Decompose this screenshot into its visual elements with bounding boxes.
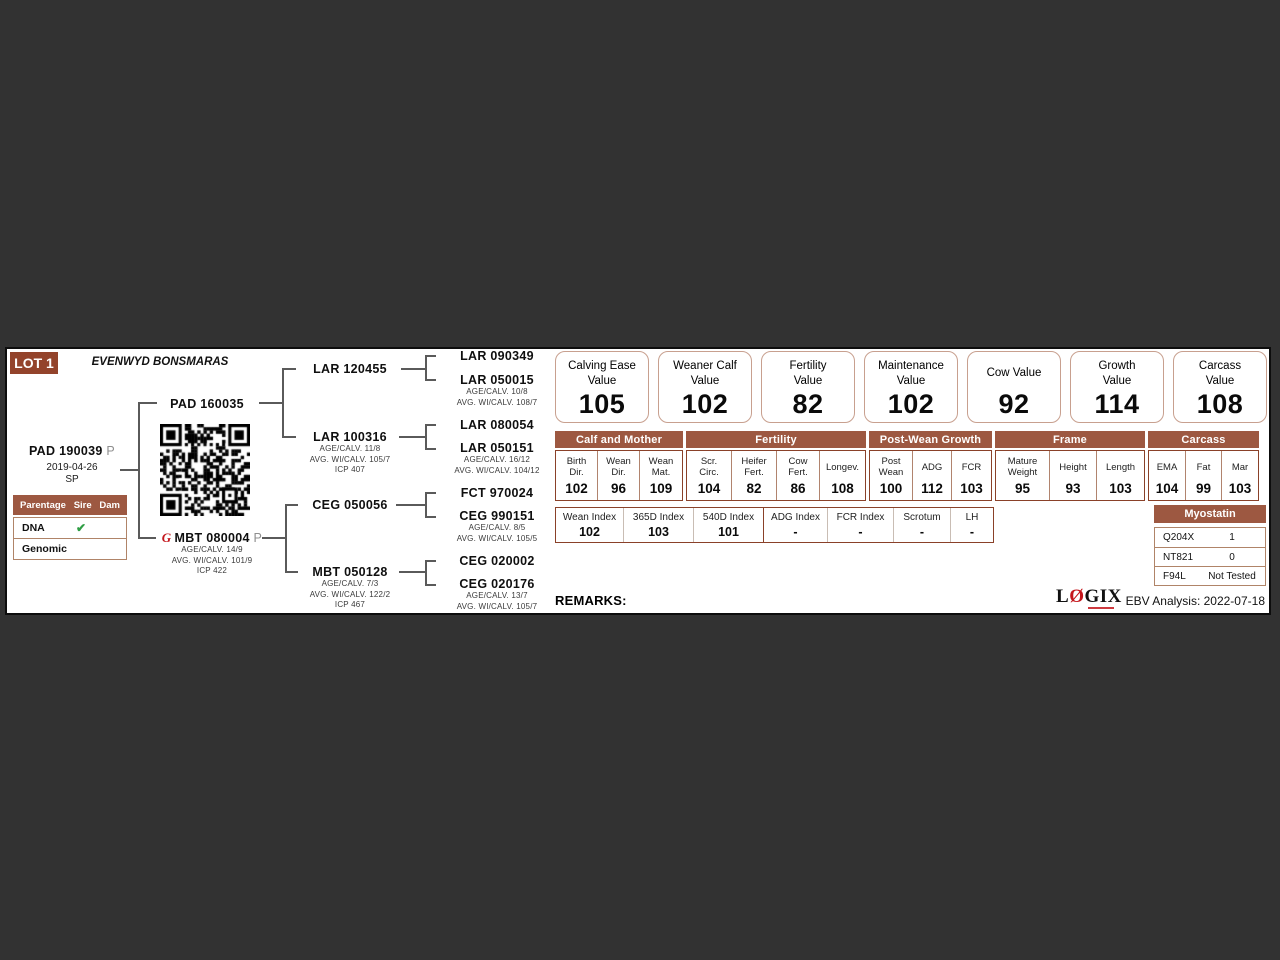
index-value: 102 bbox=[579, 524, 600, 539]
ebv-group-header: Calf and Mother bbox=[555, 431, 683, 448]
pedigree-animal-id: FCT 970024 bbox=[460, 486, 534, 500]
ebv-column-label-line: Longev. bbox=[825, 461, 860, 473]
ebv-value: 99 bbox=[1195, 481, 1212, 496]
ebv-column-label-line: EMA bbox=[1156, 461, 1178, 473]
animal-status: SP bbox=[65, 474, 79, 485]
pedigree-gen3-node bbox=[294, 430, 406, 476]
ebv-column-label bbox=[733, 453, 775, 481]
value-box-carcass bbox=[1173, 351, 1267, 423]
pedigree-animal-id: CEG 990151 bbox=[459, 509, 535, 523]
pedigree-stat: AVG. WI/CALV. 108/7 bbox=[456, 397, 538, 407]
ebv-column-label-line: Birth bbox=[566, 456, 587, 467]
ebv-column-label-line: Height bbox=[1059, 461, 1087, 473]
pedigree-connector-line bbox=[425, 561, 427, 586]
value-box-label-line: Cow Value bbox=[986, 367, 1042, 379]
parentage-header bbox=[13, 495, 127, 515]
ebv-group-cells bbox=[1148, 450, 1259, 501]
ebv-cell bbox=[598, 451, 640, 500]
pedigree-gen4-node bbox=[439, 418, 555, 432]
pedigree-connector-line bbox=[425, 492, 436, 494]
value-box-label-line: Value bbox=[690, 374, 720, 387]
ebv-column-label bbox=[871, 453, 911, 481]
index-cell bbox=[556, 508, 624, 542]
remarks-label: REMARKS: bbox=[555, 593, 627, 608]
value-box-label bbox=[673, 358, 737, 389]
index-label: 365D Index bbox=[632, 511, 685, 523]
parentage-row-dna bbox=[14, 518, 126, 538]
ebv-value: 103 bbox=[960, 481, 983, 496]
pedigree-stat: AGE/CALV. 7/3 bbox=[321, 579, 379, 588]
pedigree-stat: AGE/CALV. 13/7 bbox=[466, 591, 528, 600]
value-box-label bbox=[878, 358, 944, 389]
index-cell bbox=[894, 508, 951, 542]
parentage-row-label: Genomic bbox=[22, 543, 67, 555]
ebv-value: 96 bbox=[610, 481, 627, 496]
value-box-label-line: Value bbox=[793, 374, 823, 387]
value-box-maintenance bbox=[864, 351, 958, 423]
value-box-label bbox=[568, 358, 636, 389]
myostatin-gene: NT821 bbox=[1163, 551, 1194, 563]
value-box-weaner-calf bbox=[658, 351, 752, 423]
ebv-column-label-line: Fat bbox=[1196, 461, 1211, 473]
value-box-value: 108 bbox=[1196, 389, 1244, 419]
ebv-column-label-line: Post bbox=[881, 456, 901, 467]
index-cell bbox=[624, 508, 694, 542]
pedigree-dam-id-line bbox=[149, 531, 275, 545]
value-box-label-line: Fertility bbox=[789, 359, 827, 372]
index-cell bbox=[764, 508, 828, 542]
index-label: Wean Index bbox=[562, 511, 617, 523]
ebv-group-header: Fertility bbox=[686, 431, 866, 448]
ebv-column-label bbox=[821, 453, 864, 481]
index-value: - bbox=[919, 524, 925, 539]
pedigree-connector-line bbox=[138, 402, 157, 404]
pedigree-animal-id: CEG 020176 bbox=[459, 577, 535, 591]
index-cell bbox=[828, 508, 894, 542]
index-value: 103 bbox=[648, 524, 669, 539]
ebv-column-label-line: ADG bbox=[921, 461, 943, 473]
ebv-column-label-line: Wean bbox=[606, 456, 631, 467]
value-box-value: 105 bbox=[578, 389, 626, 419]
myostatin-gene: Q204X bbox=[1163, 532, 1195, 543]
value-box-label-line: Weaner Calf bbox=[673, 359, 737, 372]
ebv-analysis-date: EBV Analysis: 2022-07-18 bbox=[1125, 594, 1265, 608]
index-cell bbox=[694, 508, 764, 542]
index-value: - bbox=[793, 524, 798, 539]
pedigree-gen4-node bbox=[439, 441, 555, 476]
pedigree-gen4-node bbox=[439, 373, 555, 408]
pedigree-connector-line bbox=[285, 504, 298, 506]
index-label: ADG Index bbox=[771, 511, 820, 523]
pedigree-connector-line bbox=[425, 379, 436, 381]
value-box-label-line: Maintenance bbox=[878, 359, 944, 372]
myostatin-gene: F94L bbox=[1163, 570, 1186, 582]
ebv-value: 104 bbox=[697, 481, 721, 496]
pedigree-stat: AVG. WI/CALV. 122/2 bbox=[309, 589, 391, 599]
ebv-column-label-line: Cow bbox=[788, 456, 808, 467]
ebv-column-label bbox=[557, 453, 596, 481]
pedigree-stat: AVG. WI/CALV. 105/5 bbox=[456, 533, 538, 543]
ebv-column-label bbox=[599, 453, 638, 481]
animal-birthdate: 2019-04-26 bbox=[46, 462, 98, 473]
pedigree-stat: AVG. WI/CALV. 105/7 bbox=[456, 601, 538, 611]
parentage-header-col: Dam bbox=[99, 499, 120, 511]
index-value: - bbox=[858, 524, 863, 539]
ebv-column-label bbox=[688, 453, 730, 481]
ebv-group bbox=[995, 431, 1145, 501]
pedigree-animal-id: CEG 050056 bbox=[312, 498, 388, 512]
value-box-calving-ease bbox=[555, 351, 649, 423]
ebv-column-label bbox=[914, 453, 950, 481]
pedigree-connector-line bbox=[259, 402, 282, 404]
ebv-cell bbox=[1186, 451, 1222, 500]
pedigree-stat: AVG. WI/CALV. 105/7 bbox=[309, 454, 391, 464]
pedigree-connector-line bbox=[262, 537, 285, 539]
ebv-column-label-line: Circ. bbox=[699, 467, 719, 478]
pedigree-animal-id: LAR 050015 bbox=[460, 373, 534, 387]
ebv-cell bbox=[777, 451, 820, 500]
pedigree-animal-id: MBT 050128 bbox=[312, 565, 388, 579]
pedigree-gen4-node bbox=[439, 554, 555, 568]
value-box-label-line: Value bbox=[1102, 374, 1132, 387]
pedigree-connector-line bbox=[282, 436, 296, 438]
pedigree-connector-line bbox=[285, 571, 298, 573]
myostatin-row bbox=[1155, 547, 1265, 566]
ebv-group bbox=[555, 431, 683, 501]
pedigree-connector-line bbox=[399, 571, 425, 573]
pedigree-animal-id: CEG 020002 bbox=[459, 554, 535, 568]
pedigree-gen4-node bbox=[439, 509, 555, 544]
value-box-value: 114 bbox=[1094, 389, 1140, 419]
parentage-table bbox=[13, 495, 127, 560]
pedigree-stat: AGE/CALV. 11/8 bbox=[319, 444, 381, 453]
pedigree-stat: ICP 422 bbox=[196, 566, 228, 575]
ebv-cell bbox=[1149, 451, 1186, 500]
ebv-cell bbox=[687, 451, 732, 500]
catalog-card bbox=[5, 347, 1271, 615]
ebv-column-label-line: Fert. bbox=[744, 467, 764, 478]
ebv-column-label bbox=[1051, 453, 1095, 481]
ebv-column-label-line: Mat. bbox=[651, 467, 671, 478]
ebv-column-label-line: Dir. bbox=[611, 467, 626, 478]
pedigree-connector-line bbox=[425, 493, 427, 518]
ebv-group-header: Carcass bbox=[1148, 431, 1259, 448]
ebv-value: 86 bbox=[790, 481, 806, 496]
parentage-header-col: Sire bbox=[73, 499, 92, 511]
ebv-group-header: Post-Wean Growth bbox=[869, 431, 992, 448]
pedigree-animal-id: LAR 100316 bbox=[313, 430, 387, 444]
logix-logo-letters: GIX bbox=[1084, 586, 1122, 607]
parentage-row-genomic bbox=[14, 538, 126, 559]
value-box-label-line: Value bbox=[587, 374, 617, 387]
ebv-cell bbox=[556, 451, 598, 500]
pedigree-animal-id: LAR 090349 bbox=[460, 349, 534, 363]
ebv-column-label-line: Scr. bbox=[700, 456, 718, 467]
pedigree-stat: AVG. WI/CALV. 101/9 bbox=[171, 555, 253, 565]
ebv-value: 104 bbox=[1155, 481, 1179, 496]
genomic-brand-icon: G bbox=[161, 530, 172, 545]
logix-logo-subtext bbox=[1088, 607, 1114, 609]
index-label: LH bbox=[965, 511, 979, 523]
check-icon: ✔ bbox=[76, 521, 87, 535]
ebv-column-label-line: Dir. bbox=[569, 467, 584, 478]
logix-logo bbox=[1056, 587, 1122, 609]
myostatin-row bbox=[1155, 528, 1265, 547]
animal-suffix: P bbox=[106, 444, 116, 458]
ebv-column-label-line: Length bbox=[1105, 461, 1136, 473]
pedigree-connector-line bbox=[399, 436, 425, 438]
ebv-cell bbox=[640, 451, 682, 500]
value-box-label bbox=[789, 358, 826, 389]
pedigree-connector-line bbox=[425, 516, 436, 518]
myostatin-row bbox=[1155, 566, 1265, 585]
ebv-column-label-line: FCR bbox=[961, 461, 982, 473]
ebv-value: 82 bbox=[746, 481, 762, 496]
ebv-cell bbox=[1222, 451, 1258, 500]
pedigree-stat: AGE/CALV. 16/12 bbox=[463, 455, 531, 464]
value-box-value: 102 bbox=[887, 389, 935, 419]
ebv-group-header: Frame bbox=[995, 431, 1145, 448]
value-box-label-line: Growth bbox=[1098, 359, 1136, 372]
ebv-group-cells bbox=[555, 450, 683, 501]
myostatin-result: 1 bbox=[1229, 532, 1235, 543]
pedigree-connector-line bbox=[285, 504, 287, 572]
ebv-table bbox=[555, 431, 1259, 501]
animal-id-line bbox=[15, 444, 129, 458]
pedigree-connector-line bbox=[282, 368, 296, 370]
pedigree-gen4-node bbox=[439, 349, 555, 363]
value-box-fertility bbox=[761, 351, 855, 423]
pedigree-stat: ICP 467 bbox=[334, 600, 366, 609]
logix-logo-o-icon: Ø bbox=[1069, 586, 1085, 607]
ebv-group bbox=[869, 431, 992, 501]
pedigree-connector-line bbox=[425, 424, 436, 426]
myostatin-result: Not Tested bbox=[1208, 570, 1256, 582]
ebv-column-label-line: Heifer bbox=[741, 456, 767, 467]
value-box-label bbox=[987, 358, 1042, 389]
value-box-label-line: Value bbox=[1205, 374, 1235, 387]
pedigree-connector-line bbox=[401, 368, 425, 370]
ebv-cell bbox=[870, 451, 913, 500]
qr-code bbox=[160, 424, 250, 516]
value-box-growth bbox=[1070, 351, 1164, 423]
ebv-column-label-line: Mar bbox=[1231, 461, 1249, 473]
ebv-group-cells bbox=[686, 450, 866, 501]
pedigree-animal-id: LAR 120455 bbox=[313, 362, 387, 376]
pedigree-gen4-node bbox=[439, 486, 555, 500]
value-box-label bbox=[1199, 358, 1241, 389]
ebv-cell bbox=[996, 451, 1050, 500]
value-boxes-row bbox=[555, 351, 1267, 423]
ebv-cell bbox=[1050, 451, 1097, 500]
pedigree-stat: AGE/CALV. 14/9 bbox=[181, 545, 243, 554]
ebv-column-label-line: Weight bbox=[1007, 467, 1038, 478]
pedigree-connector-line bbox=[425, 448, 436, 450]
index-row bbox=[555, 507, 994, 543]
ebv-value: 95 bbox=[1014, 481, 1031, 496]
pedigree-connector-line bbox=[120, 469, 138, 471]
index-label: Scrotum bbox=[903, 511, 941, 523]
pedigree-connector-line bbox=[396, 504, 425, 506]
pedigree-stat: AGE/CALV. 10/8 bbox=[466, 387, 528, 396]
myostatin-body bbox=[1154, 527, 1266, 586]
value-box-value: 102 bbox=[681, 389, 729, 419]
ebv-column-label-line: Fert. bbox=[788, 467, 808, 478]
pedigree-gen3-node bbox=[294, 498, 406, 512]
pedigree-connector-line bbox=[282, 369, 284, 438]
ebv-column-label bbox=[1223, 453, 1257, 481]
ebv-cell bbox=[820, 451, 865, 500]
ebv-value: 102 bbox=[565, 481, 588, 496]
pedigree-gen4-node bbox=[439, 577, 555, 612]
animal-id: PAD 190039 bbox=[28, 444, 103, 458]
ebv-column-label-line: Wean bbox=[878, 467, 904, 478]
pedigree-connector-line bbox=[425, 425, 427, 450]
parentage-row-label: DNA bbox=[22, 522, 45, 534]
pedigree-dam-id: MBT 080004 bbox=[174, 531, 250, 545]
index-value: 101 bbox=[718, 524, 739, 539]
ebv-cell bbox=[732, 451, 777, 500]
pedigree-connector-line bbox=[138, 403, 140, 539]
pedigree-stat: AVG. WI/CALV. 104/12 bbox=[454, 465, 540, 475]
ebv-column-label-line: Wean bbox=[648, 456, 674, 467]
ebv-group bbox=[686, 431, 866, 501]
parentage-body bbox=[13, 517, 127, 560]
ebv-group bbox=[1148, 431, 1259, 501]
myostatin-table bbox=[1154, 505, 1266, 586]
value-box-value: 92 bbox=[998, 389, 1030, 419]
pedigree-dam-suffix: P bbox=[253, 531, 263, 545]
pedigree-connector-line bbox=[425, 560, 436, 562]
lot-badge: LOT 1 bbox=[10, 352, 58, 374]
ebv-column-label bbox=[997, 453, 1048, 481]
pedigree-sire-id: PAD 160035 bbox=[170, 397, 244, 411]
index-label: FCR Index bbox=[836, 511, 885, 523]
pedigree-connector-line bbox=[425, 355, 436, 357]
ebv-column-label bbox=[1187, 453, 1220, 481]
value-box-cow bbox=[967, 351, 1061, 423]
ebv-value: 112 bbox=[921, 481, 943, 496]
ebv-cell bbox=[913, 451, 952, 500]
index-label: 540D Index bbox=[702, 511, 755, 523]
pedigree-stat: AGE/CALV. 8/5 bbox=[468, 523, 526, 532]
ebv-group-cells bbox=[995, 450, 1145, 501]
pedigree-stat: ICP 407 bbox=[334, 465, 366, 474]
ebv-column-label bbox=[1150, 453, 1184, 481]
pedigree-dam bbox=[149, 531, 275, 577]
ebv-column-label bbox=[1098, 453, 1143, 481]
ebv-column-label-line: Mature bbox=[1007, 456, 1038, 467]
farm-name: EVENWYD BONSMARAS bbox=[91, 356, 229, 368]
value-box-label bbox=[1098, 358, 1135, 389]
parentage-header-col: Parentage bbox=[20, 499, 66, 511]
index-cell bbox=[951, 508, 993, 542]
pedigree-connector-line bbox=[138, 537, 156, 539]
pedigree-connector-line bbox=[425, 356, 427, 381]
value-box-label-line: Value bbox=[896, 374, 926, 387]
ebv-column-label bbox=[953, 453, 990, 481]
ebv-value: 108 bbox=[831, 481, 854, 496]
pedigree-connector-line bbox=[425, 584, 436, 586]
index-value: - bbox=[969, 524, 975, 539]
ebv-column-label bbox=[641, 453, 681, 481]
value-box-label-line: Calving Ease bbox=[568, 359, 636, 372]
myostatin-header: Myostatin bbox=[1154, 505, 1266, 523]
ebv-value: 103 bbox=[1228, 481, 1252, 496]
ebv-value: 93 bbox=[1065, 481, 1081, 496]
pedigree-gen3-node bbox=[294, 362, 406, 376]
myostatin-result: 0 bbox=[1229, 551, 1235, 563]
value-box-label-line: Carcass bbox=[1198, 359, 1242, 372]
pedigree-gen3-node bbox=[294, 565, 406, 611]
value-box-value: 82 bbox=[792, 389, 824, 419]
pedigree-animal-id: LAR 080054 bbox=[460, 418, 534, 432]
ebv-column-label bbox=[778, 453, 818, 481]
logix-logo-letter: L bbox=[1056, 586, 1070, 607]
animal-summary bbox=[15, 444, 129, 485]
ebv-cell bbox=[952, 451, 991, 500]
ebv-value: 100 bbox=[879, 481, 903, 496]
ebv-group-cells bbox=[869, 450, 992, 501]
ebv-value: 109 bbox=[649, 481, 673, 496]
pedigree-animal-id: LAR 050151 bbox=[460, 441, 534, 455]
ebv-cell bbox=[1097, 451, 1144, 500]
ebv-value: 103 bbox=[1109, 481, 1132, 496]
